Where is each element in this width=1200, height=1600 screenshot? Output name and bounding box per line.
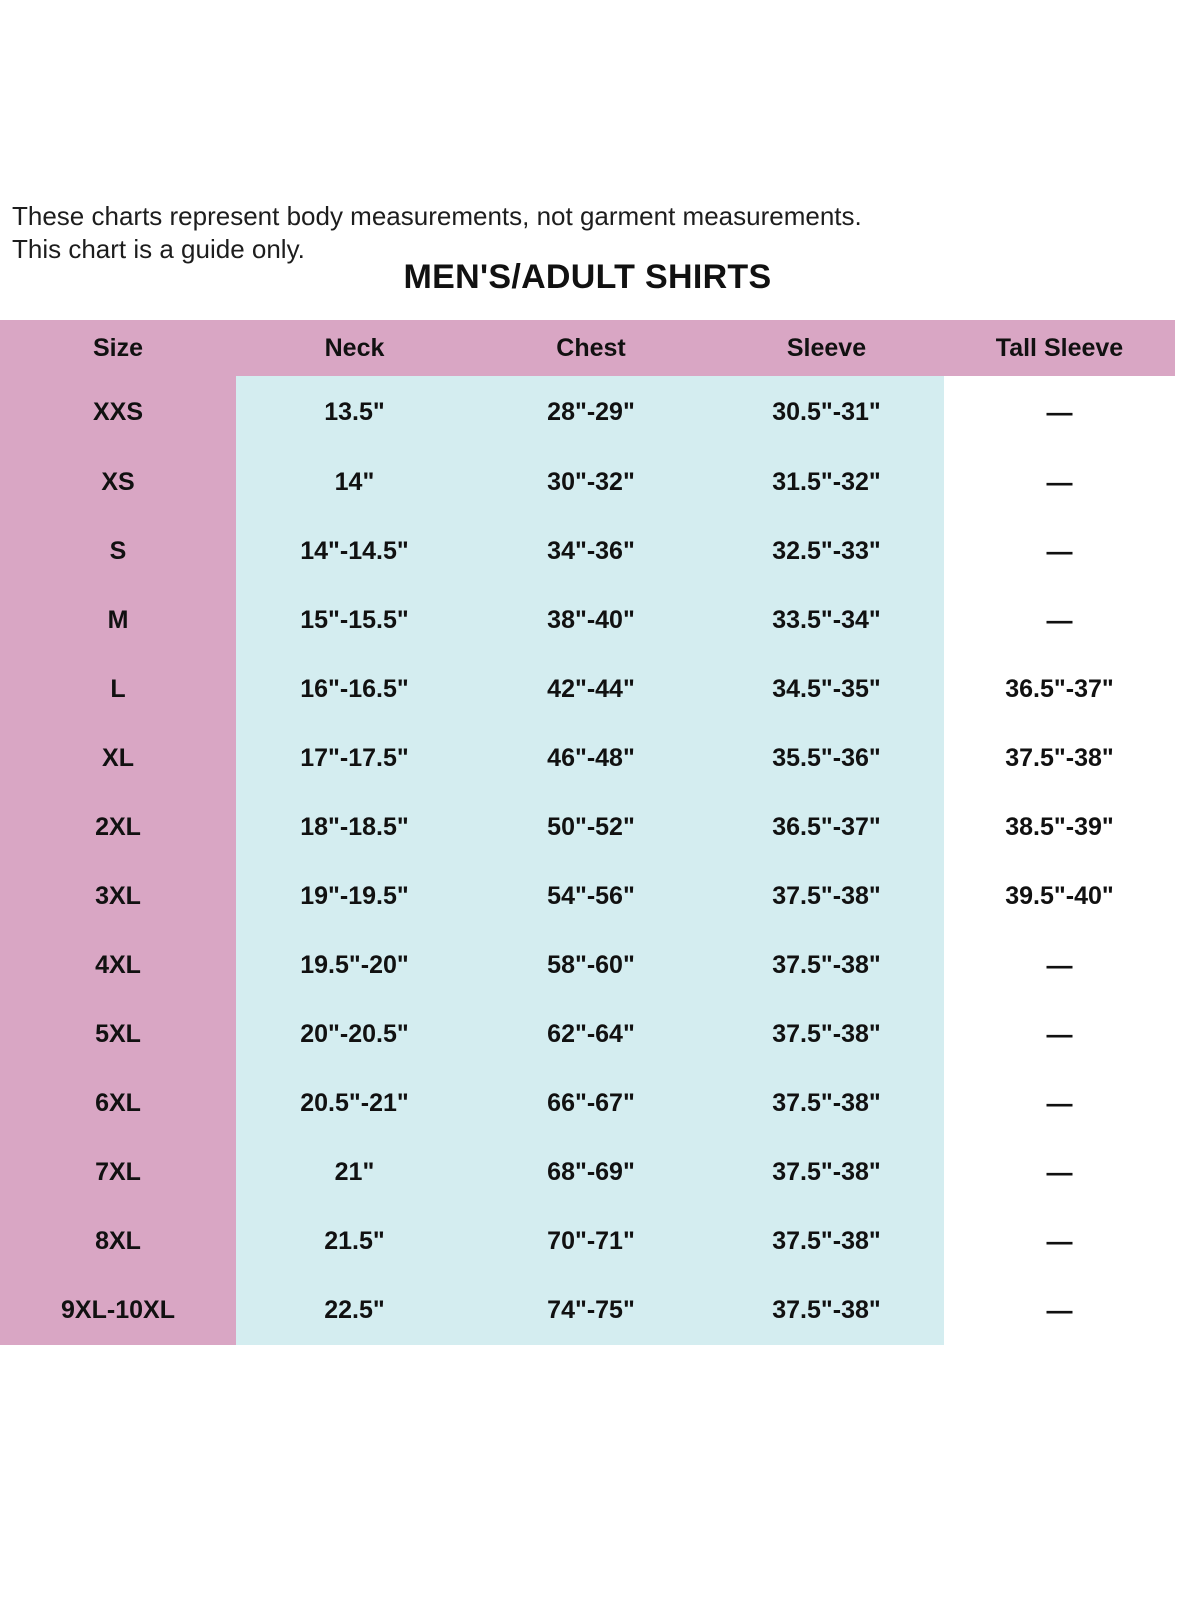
cell-chest: 28"-29" xyxy=(473,376,709,448)
cell-neck: 18"-18.5" xyxy=(236,793,473,862)
cell-tall-sleeve: — xyxy=(944,586,1175,655)
size-chart-table-wrapper xyxy=(0,320,1175,1345)
cell-tall-sleeve: — xyxy=(944,1069,1175,1138)
cell-chest: 38"-40" xyxy=(473,586,709,655)
table-row xyxy=(0,517,1175,586)
column-header-chest: Chest xyxy=(473,320,709,376)
cell-chest: 42"-44" xyxy=(473,655,709,724)
cell-chest: 34"-36" xyxy=(473,517,709,586)
cell-neck: 20"-20.5" xyxy=(236,1000,473,1069)
cell-sleeve: 37.5"-38" xyxy=(709,1138,944,1207)
column-header-sleeve: Sleeve xyxy=(709,320,944,376)
cell-sleeve: 37.5"-38" xyxy=(709,931,944,1000)
cell-sleeve: 37.5"-38" xyxy=(709,1069,944,1138)
table-row xyxy=(0,586,1175,655)
column-header-size: Size xyxy=(0,320,236,376)
cell-sleeve: 37.5"-38" xyxy=(709,1276,944,1345)
cell-tall-sleeve: — xyxy=(944,1276,1175,1345)
table-row xyxy=(0,724,1175,793)
cell-neck: 21.5" xyxy=(236,1207,473,1276)
cell-neck: 13.5" xyxy=(236,376,473,448)
table-row xyxy=(0,655,1175,724)
cell-chest: 74"-75" xyxy=(473,1276,709,1345)
table-row xyxy=(0,448,1175,517)
cell-size: 5XL xyxy=(0,1000,236,1069)
cell-size: 4XL xyxy=(0,931,236,1000)
table-header-row xyxy=(0,320,1175,376)
table-row xyxy=(0,1138,1175,1207)
cell-neck: 20.5"-21" xyxy=(236,1069,473,1138)
cell-tall-sleeve: — xyxy=(944,1138,1175,1207)
cell-sleeve: 37.5"-38" xyxy=(709,862,944,931)
cell-tall-sleeve: 36.5"-37" xyxy=(944,655,1175,724)
cell-size: 3XL xyxy=(0,862,236,931)
table-row xyxy=(0,1069,1175,1138)
cell-neck: 21" xyxy=(236,1138,473,1207)
column-header-tall-sleeve: Tall Sleeve xyxy=(944,320,1175,376)
chart-notes xyxy=(12,200,1012,267)
table-header xyxy=(0,320,1175,376)
cell-size: M xyxy=(0,586,236,655)
cell-chest: 46"-48" xyxy=(473,724,709,793)
size-chart-table xyxy=(0,320,1175,1345)
cell-chest: 58"-60" xyxy=(473,931,709,1000)
cell-neck: 17"-17.5" xyxy=(236,724,473,793)
chart-note-line-2: This chart is a guide only. xyxy=(12,234,305,265)
cell-chest: 50"-52" xyxy=(473,793,709,862)
cell-size: 7XL xyxy=(0,1138,236,1207)
cell-size: 8XL xyxy=(0,1207,236,1276)
cell-size: L xyxy=(0,655,236,724)
page-title: MEN'S/ADULT SHIRTS xyxy=(403,258,772,296)
cell-size: 9XL-10XL xyxy=(0,1276,236,1345)
table-row xyxy=(0,1207,1175,1276)
cell-neck: 19.5"-20" xyxy=(236,931,473,1000)
cell-tall-sleeve: — xyxy=(944,517,1175,586)
cell-size: XXS xyxy=(0,376,236,448)
cell-size: S xyxy=(0,517,236,586)
cell-sleeve: 35.5"-36" xyxy=(709,724,944,793)
cell-chest: 68"-69" xyxy=(473,1138,709,1207)
cell-chest: 30"-32" xyxy=(473,448,709,517)
cell-size: 6XL xyxy=(0,1069,236,1138)
table-row xyxy=(0,1000,1175,1069)
cell-tall-sleeve: — xyxy=(944,376,1175,448)
table-row xyxy=(0,793,1175,862)
cell-tall-sleeve: — xyxy=(944,931,1175,1000)
column-header-neck: Neck xyxy=(236,320,473,376)
cell-neck: 16"-16.5" xyxy=(236,655,473,724)
table-row xyxy=(0,931,1175,1000)
cell-sleeve: 37.5"-38" xyxy=(709,1000,944,1069)
cell-tall-sleeve: — xyxy=(944,1207,1175,1276)
cell-sleeve: 37.5"-38" xyxy=(709,1207,944,1276)
cell-neck: 22.5" xyxy=(236,1276,473,1345)
table-body xyxy=(0,376,1175,1345)
cell-tall-sleeve: 38.5"-39" xyxy=(944,793,1175,862)
cell-sleeve: 31.5"-32" xyxy=(709,448,944,517)
cell-sleeve: 30.5"-31" xyxy=(709,376,944,448)
cell-chest: 54"-56" xyxy=(473,862,709,931)
cell-tall-sleeve: 37.5"-38" xyxy=(944,724,1175,793)
table-row xyxy=(0,862,1175,931)
cell-size: XS xyxy=(0,448,236,517)
cell-size: XL xyxy=(0,724,236,793)
cell-sleeve: 36.5"-37" xyxy=(709,793,944,862)
cell-tall-sleeve: — xyxy=(944,448,1175,517)
cell-sleeve: 34.5"-35" xyxy=(709,655,944,724)
chart-note-line-1: These charts represent body measurements, not garment measurements. xyxy=(12,201,862,231)
cell-chest: 62"-64" xyxy=(473,1000,709,1069)
cell-chest: 66"-67" xyxy=(473,1069,709,1138)
cell-neck: 14" xyxy=(236,448,473,517)
cell-tall-sleeve: 39.5"-40" xyxy=(944,862,1175,931)
cell-sleeve: 32.5"-33" xyxy=(709,517,944,586)
table-row xyxy=(0,376,1175,448)
cell-chest: 70"-71" xyxy=(473,1207,709,1276)
cell-sleeve: 33.5"-34" xyxy=(709,586,944,655)
cell-tall-sleeve: — xyxy=(944,1000,1175,1069)
cell-neck: 14"-14.5" xyxy=(236,517,473,586)
cell-neck: 15"-15.5" xyxy=(236,586,473,655)
cell-neck: 19"-19.5" xyxy=(236,862,473,931)
cell-size: 2XL xyxy=(0,793,236,862)
table-row xyxy=(0,1276,1175,1345)
